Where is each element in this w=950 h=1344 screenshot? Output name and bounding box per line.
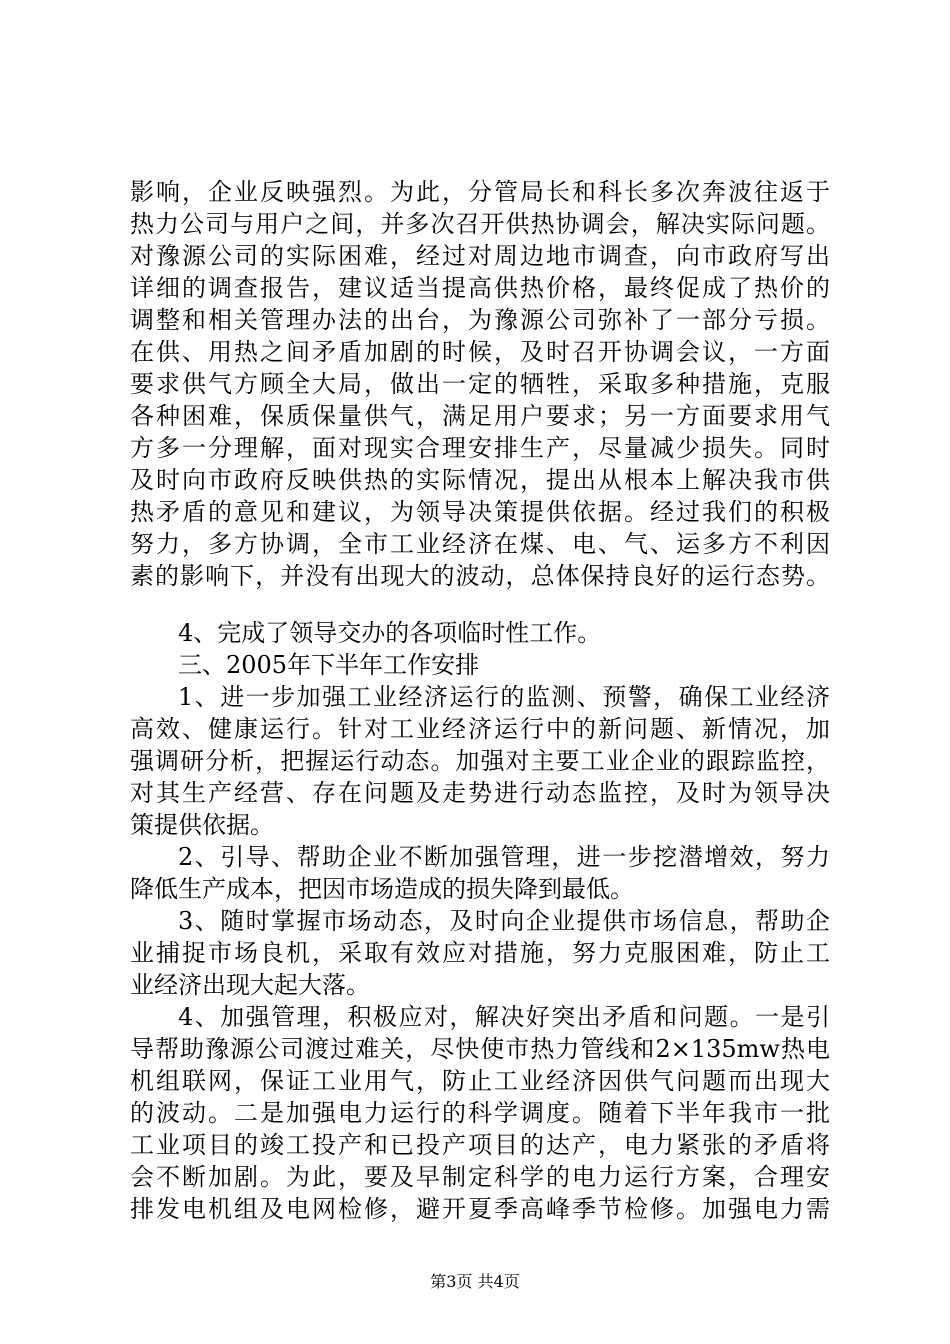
- text-line: 努力，多方协调，全市工业经济在煤、电、气、运多方不利因: [130, 530, 830, 558]
- item-temporary-work: 4、完成了领导交办的各项临时性工作。: [178, 619, 602, 647]
- text-line: 排发电机组及电网检修，避开夏季高峰季节检修。加强电力需: [130, 1195, 830, 1223]
- text-line: 策提供依据。: [130, 811, 274, 839]
- page-number: 第3页 共4页: [430, 1272, 520, 1291]
- text-line: 3、随时掌握市场动态，及时向企业提供市场信息，帮助企: [178, 907, 830, 935]
- text-line: 对其生产经营、存在问题及走势进行动态监控，及时为领导决: [130, 779, 830, 807]
- paragraph-gap: [130, 592, 830, 617]
- text-line: 热力公司与用户之间，并多次召开供热协调会，解决实际问题。: [130, 210, 830, 238]
- plan-item-2: [130, 841, 830, 905]
- text-line: 4、加强管理，积极应对，解决好突出矛盾和问题。一是引: [178, 1003, 830, 1031]
- text-line: 强调研分析，把握运行动态。加强对主要工业企业的跟踪监控，: [130, 747, 830, 775]
- text-line: 工业项目的竣工投产和已投产项目的达产，电力紧张的矛盾将: [130, 1131, 830, 1159]
- document-body: [130, 176, 830, 1225]
- text-line: 1、进一步加强工业经济运行的监测、预警，确保工业经济: [178, 683, 830, 711]
- text-line: 调整和相关管理办法的出台，为豫源公司弥补了一部分亏损。: [130, 306, 830, 334]
- text-line: 影响，企业反映强烈。为此，分管局长和科长多次奔波往返于: [130, 178, 830, 206]
- text-line: 要求供气方顾全大局，做出一定的牺牲，采取多种措施，克服: [130, 370, 830, 398]
- text-line: 2、引导、帮助企业不断加强管理，进一步挖潜增效，努力: [178, 843, 830, 871]
- text-line: 业经济出现大起大落。: [130, 971, 370, 999]
- plan-item-4: [130, 1001, 830, 1225]
- plan-item-1: [130, 681, 830, 841]
- text-line: 业捕捉市场良机，采取有效应对措施，努力克服困难，防止工: [130, 939, 830, 967]
- plan-item-3: [130, 905, 830, 1001]
- text-line: 各种困难，保质保量供气，满足用户要求；另一方面要求用气: [130, 402, 830, 430]
- text-line: 在供、用热之间矛盾加剧的时候，及时召开协调会议，一方面: [130, 338, 830, 366]
- text-line: 高效、健康运行。针对工业经济运行中的新问题、新情况，加: [130, 715, 830, 743]
- section-heading: 三、2005年下半年工作安排: [178, 651, 480, 679]
- text-line: 方多一分理解，面对现实合理安排生产，尽量减少损失。同时: [130, 434, 830, 462]
- text-line: 详细的调查报告，建议适当提高供热价格，最终促成了热价的: [130, 274, 830, 302]
- text-line: 机组联网，保证工业用气，防止工业经济因供气问题而出现大: [130, 1067, 830, 1095]
- text-line: 降低生产成本，把因市场造成的损失降到最低。: [130, 875, 634, 903]
- text-line: 及时向市政府反映供热的实际情况，提出从根本上解决我市供: [130, 466, 830, 494]
- text-line: 会不断加剧。为此，要及早制定科学的电力运行方案，合理安: [130, 1163, 830, 1191]
- paragraph-coordination-efforts: [130, 176, 830, 592]
- text-line: 的波动。二是加强电力运行的科学调度。随着下半年我市一批: [130, 1099, 830, 1127]
- text-line: 对豫源公司的实际困难，经过对周边地市调查，向市政府写出: [130, 242, 830, 270]
- text-line: 导帮助豫源公司渡过难关，尽快使市热力管线和2×135mw热电: [130, 1035, 830, 1063]
- text-line: 素的影响下，并没有出现大的波动，总体保持良好的运行态势。: [130, 562, 830, 590]
- text-line: 热矛盾的意见和建议，为领导决策提供依据。经过我们的积极: [130, 498, 830, 526]
